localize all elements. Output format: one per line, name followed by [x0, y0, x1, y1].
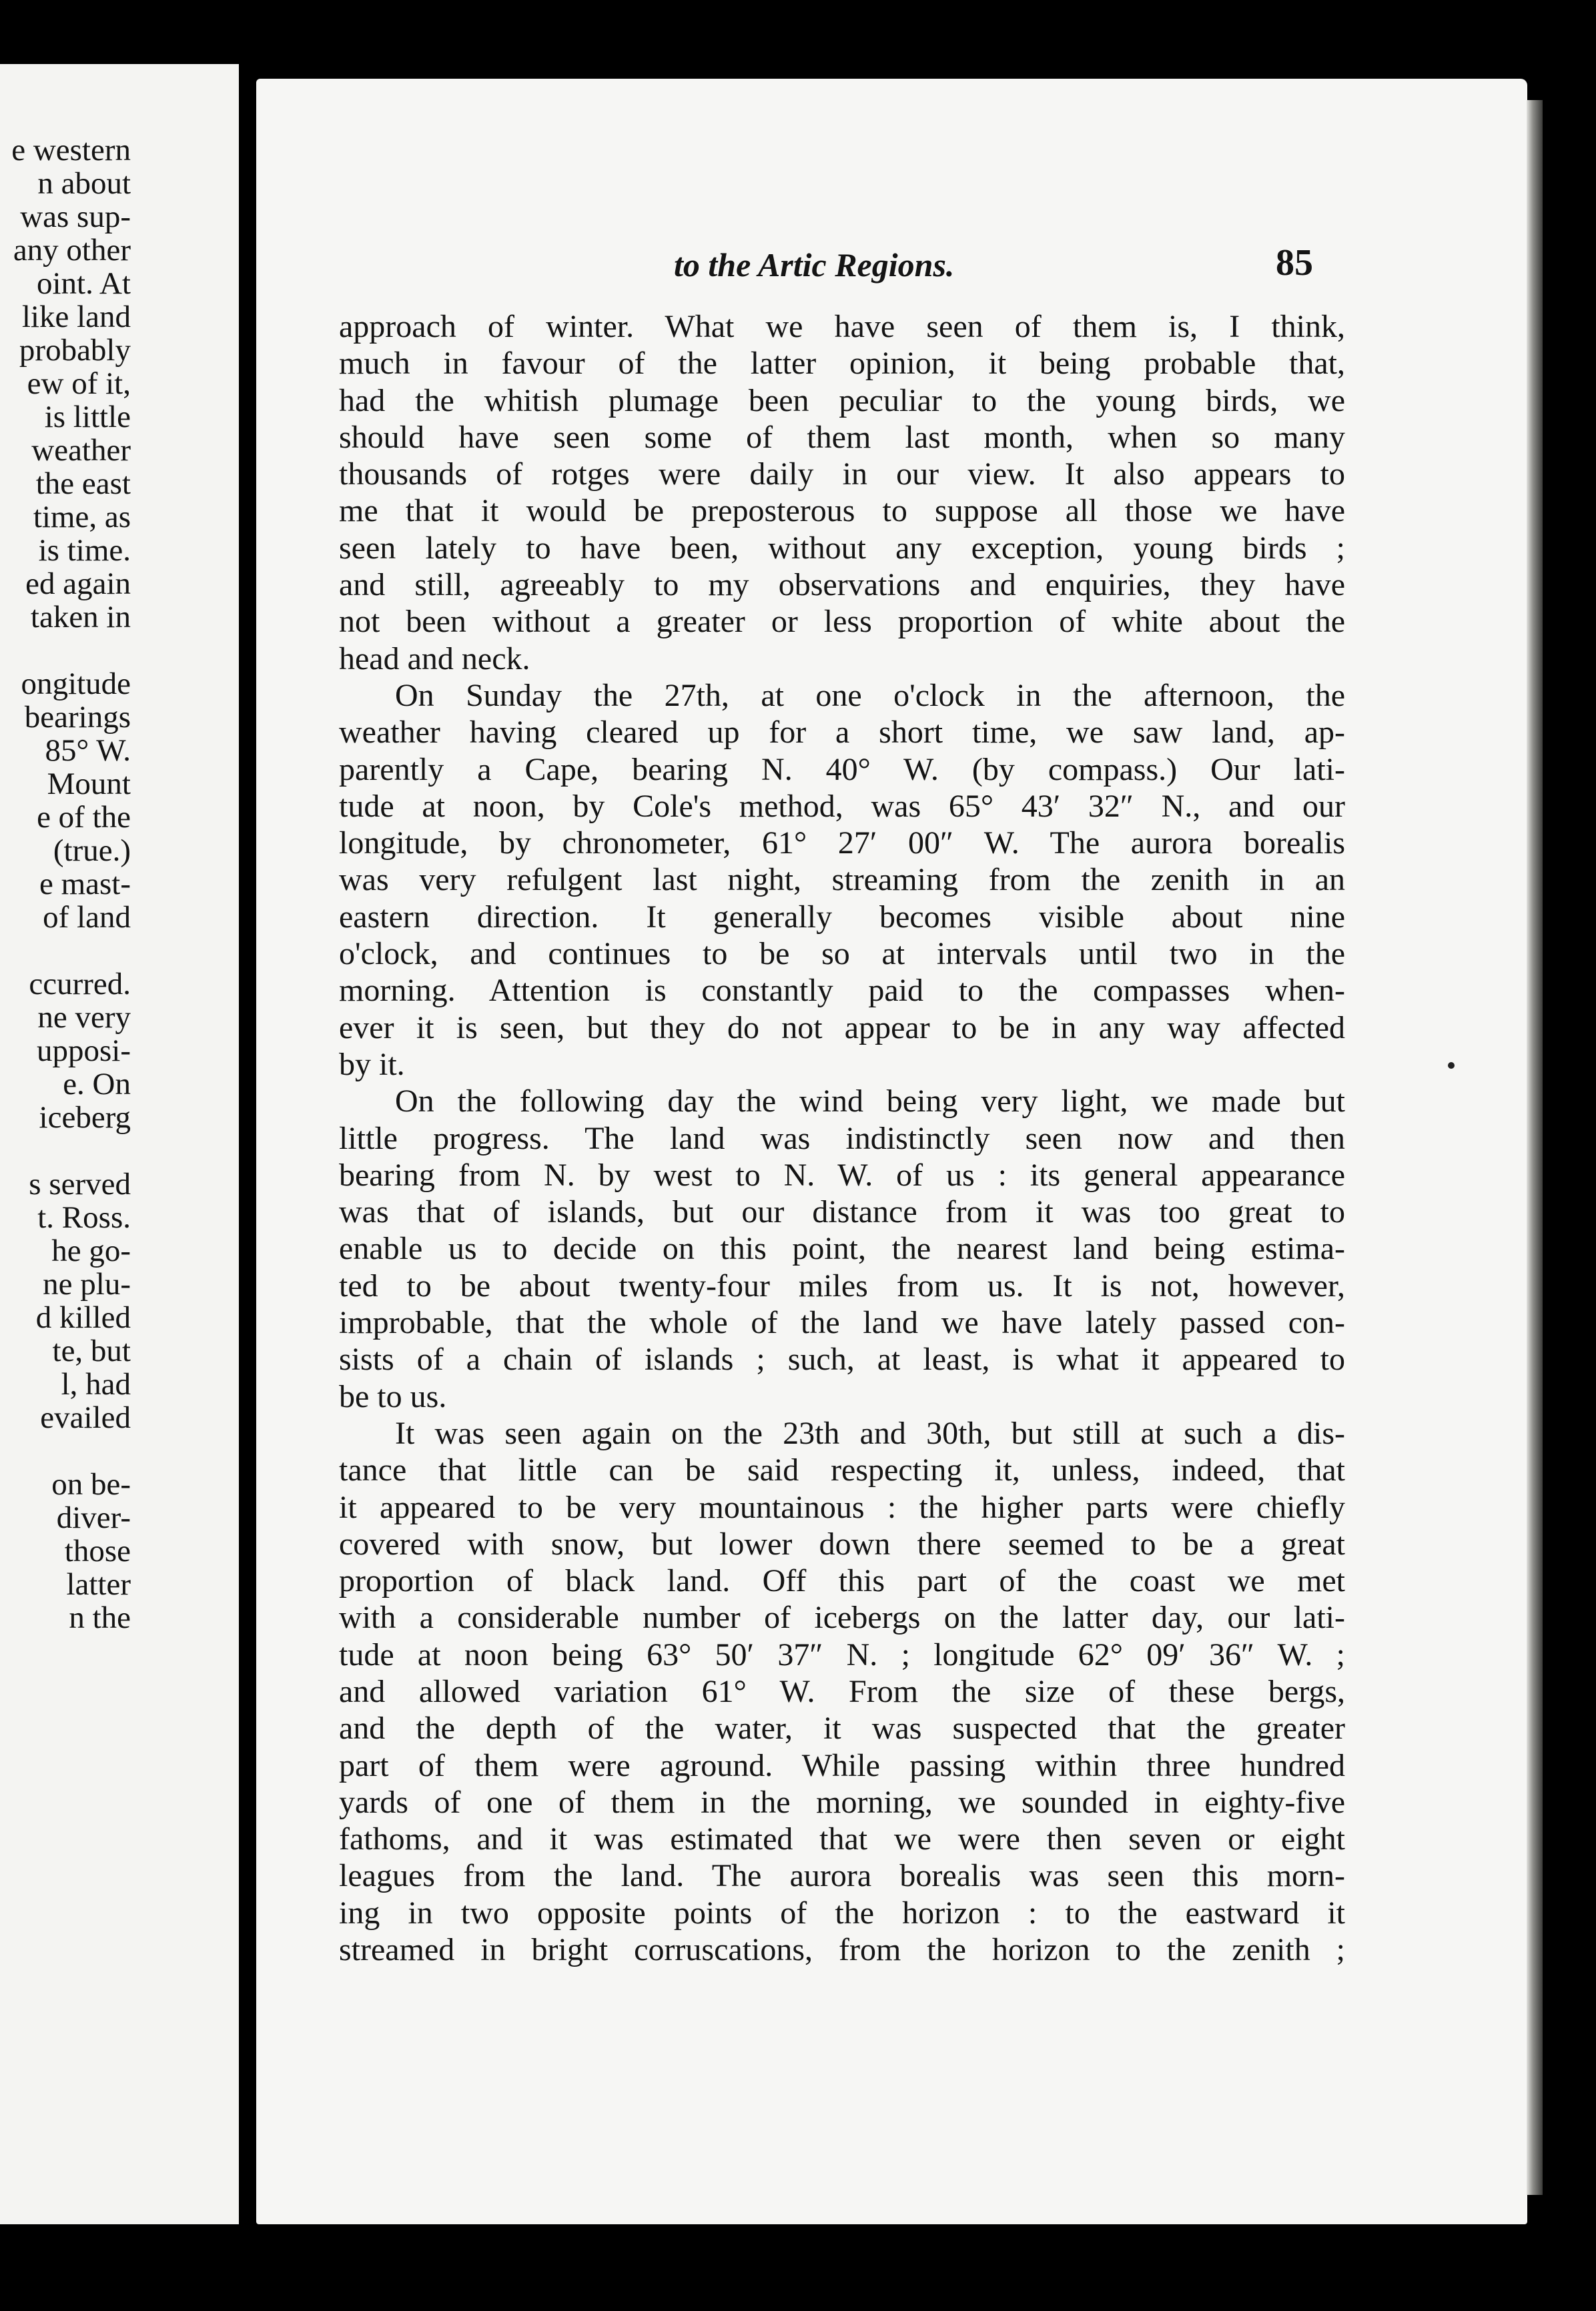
left-page-line: ne plu-	[43, 1267, 131, 1302]
text-line: tude at noon being 63° 50′ 37″ N. ; longitude 62° 09′ 36″ W. ;	[339, 1637, 1345, 1673]
page-number: 85	[1276, 242, 1313, 284]
text-line: seen lately to have been, without any exception, young birds ;	[339, 530, 1345, 566]
left-page-line: s served	[29, 1167, 131, 1202]
left-page-line: e. On	[63, 1067, 131, 1101]
text-line: was that of islands, but our distance from it was too great to	[339, 1194, 1345, 1230]
page-edge	[1527, 100, 1543, 2195]
left-page-line: ongitude	[21, 666, 131, 701]
text-line: part of them were aground. While passing within three hundred	[339, 1747, 1345, 1783]
left-page-line: weather	[31, 433, 131, 468]
text-line: it appeared to be very mountainous : the higher parts were chiefly	[339, 1489, 1345, 1525]
left-page-line: taken in	[30, 600, 131, 634]
left-page-line: iceberg	[39, 1100, 131, 1135]
left-page-line: e western	[11, 133, 131, 167]
left-page-line: is little	[44, 400, 131, 434]
left-page-line: Mount	[47, 767, 131, 801]
left-page-line: d killed	[35, 1300, 131, 1335]
left-page-line: n about	[37, 166, 131, 201]
text-line: was very refulgent last night, streaming from the zenith in an	[339, 862, 1345, 898]
text-line: parently a Cape, bearing N. 40° W. (by compass.) Our lati-	[339, 751, 1345, 787]
text-line: and the depth of the water, it was suspected that the greater	[339, 1711, 1345, 1747]
text-line: not been without a greater or less proportion of white about the	[339, 604, 1345, 640]
left-page-line: (true.)	[53, 833, 131, 868]
text-line: fathoms, and it was estimated that we were then seven or eight	[339, 1821, 1345, 1857]
left-page-line: n the	[69, 1600, 131, 1635]
left-page-line: bearings	[24, 700, 131, 735]
text-line: little progress. The land was indistinctly seen now and then	[339, 1120, 1345, 1156]
text-line: much in favour of the latter opinion, it being probable that,	[339, 346, 1345, 382]
left-page-line: on be-	[51, 1467, 131, 1502]
left-page-line: time, as	[33, 500, 131, 534]
text-line: bearing from N. by west to N. W. of us : its general appearance	[339, 1157, 1345, 1193]
left-page-line: diver-	[56, 1500, 131, 1535]
left-page-line: latter	[66, 1567, 131, 1602]
left-page-line: e mast-	[39, 867, 131, 901]
left-page-line: he go-	[51, 1234, 131, 1268]
text-line: proportion of black land. Off this part of the coast we met	[339, 1563, 1345, 1599]
text-line: longitude, by chronometer, 61° 27′ 00″ W. The aurora borealis	[339, 825, 1345, 861]
text-line: ing in two opposite points of the horizon : to the eastward it	[339, 1895, 1345, 1931]
text-line: head and neck.	[339, 640, 530, 676]
text-line: improbable, that the whole of the land we have lately passed con-	[339, 1305, 1345, 1341]
text-line: On Sunday the 27th, at one o'clock in the afternoon, the	[395, 677, 1345, 713]
text-line: with a considerable number of icebergs on the latter day, our lati-	[339, 1600, 1345, 1636]
text-line: yards of one of them in the morning, we sounded in eighty-five	[339, 1784, 1345, 1820]
left-page-line: probably	[19, 333, 131, 368]
text-line: and allowed variation 61° W. From the size of these bergs,	[339, 1673, 1345, 1709]
left-page-line: ccurred.	[29, 967, 131, 1001]
text-line: morning. Attention is constantly paid to the compasses when-	[339, 973, 1345, 1009]
text-line: tance that little can be said respecting it, unless, indeed, that	[339, 1452, 1345, 1488]
left-page-line: ed again	[25, 566, 131, 601]
text-line: tude at noon, by Cole's method, was 65° 43′ 32″ N., and our	[339, 788, 1345, 824]
left-page-line: like land	[21, 300, 131, 334]
left-page-line: oint. At	[36, 266, 131, 301]
left-page-line: of land	[43, 900, 131, 935]
body-text	[339, 308, 1345, 1968]
text-line: had the whitish plumage been peculiar to the young birds, we	[339, 382, 1345, 418]
text-line: thousands of rotges were daily in our view. It also appears to	[339, 456, 1345, 492]
left-page-line: was sup-	[20, 199, 131, 234]
text-line: me that it would be preposterous to suppose all those we have	[339, 493, 1345, 529]
left-page-line: the east	[35, 466, 131, 501]
left-page-line: t. Ross.	[37, 1200, 131, 1235]
text-line: ever it is seen, but they do not appear to be in any way affected	[339, 1009, 1345, 1045]
text-line: by it.	[339, 1046, 405, 1082]
text-line: leagues from the land. The aurora borealis was seen this morn-	[339, 1858, 1345, 1894]
left-page-line: e of the	[37, 800, 131, 835]
left-page-line: those	[64, 1534, 131, 1568]
ink-mark	[1448, 1062, 1455, 1069]
text-line: ted to be about twenty-four miles from us. It is not, however,	[339, 1268, 1345, 1304]
text-line: covered with snow, but lower down there seemed to be a great	[339, 1526, 1345, 1562]
text-line: sists of a chain of islands ; such, at least, is what it appeared to	[339, 1342, 1345, 1378]
left-page-line: ew of it,	[27, 366, 131, 401]
text-line: approach of winter. What we have seen of them is, I think,	[339, 309, 1345, 344]
text-line: eastern direction. It generally becomes visible about nine	[339, 899, 1345, 935]
text-line: enable us to decide on this point, the nearest land being estima-	[339, 1231, 1345, 1267]
left-page-line: upposi-	[37, 1033, 131, 1068]
left-page-line: any other	[13, 233, 131, 268]
text-line: be to us.	[339, 1378, 447, 1414]
left-page-line: te, but	[52, 1334, 131, 1368]
text-line: On the following day the wind being very light, we made but	[395, 1083, 1345, 1119]
text-line: weather having cleared up for a short time, we saw land, ap-	[339, 715, 1345, 751]
left-page-line: evailed	[40, 1400, 131, 1435]
text-line: streamed in bright corruscations, from the horizon to the zenith ;	[339, 1932, 1345, 1968]
text-line: and still, agreeably to my observations and enquiries, they have	[339, 567, 1345, 603]
left-page-line: is time.	[38, 533, 131, 568]
running-head: to the Artic Regions.	[674, 246, 955, 284]
left-page-line: l, had	[61, 1367, 131, 1402]
text-line: o'clock, and continues to be so at intervals until two in the	[339, 936, 1345, 972]
left-page	[0, 64, 239, 2224]
left-page-line: 85° W.	[45, 733, 131, 768]
text-line: should have seen some of them last month, when so many	[339, 419, 1345, 455]
left-page-line: ne very	[37, 1000, 131, 1035]
text-line: It was seen again on the 23th and 30th, but still at such a dis-	[395, 1415, 1345, 1451]
